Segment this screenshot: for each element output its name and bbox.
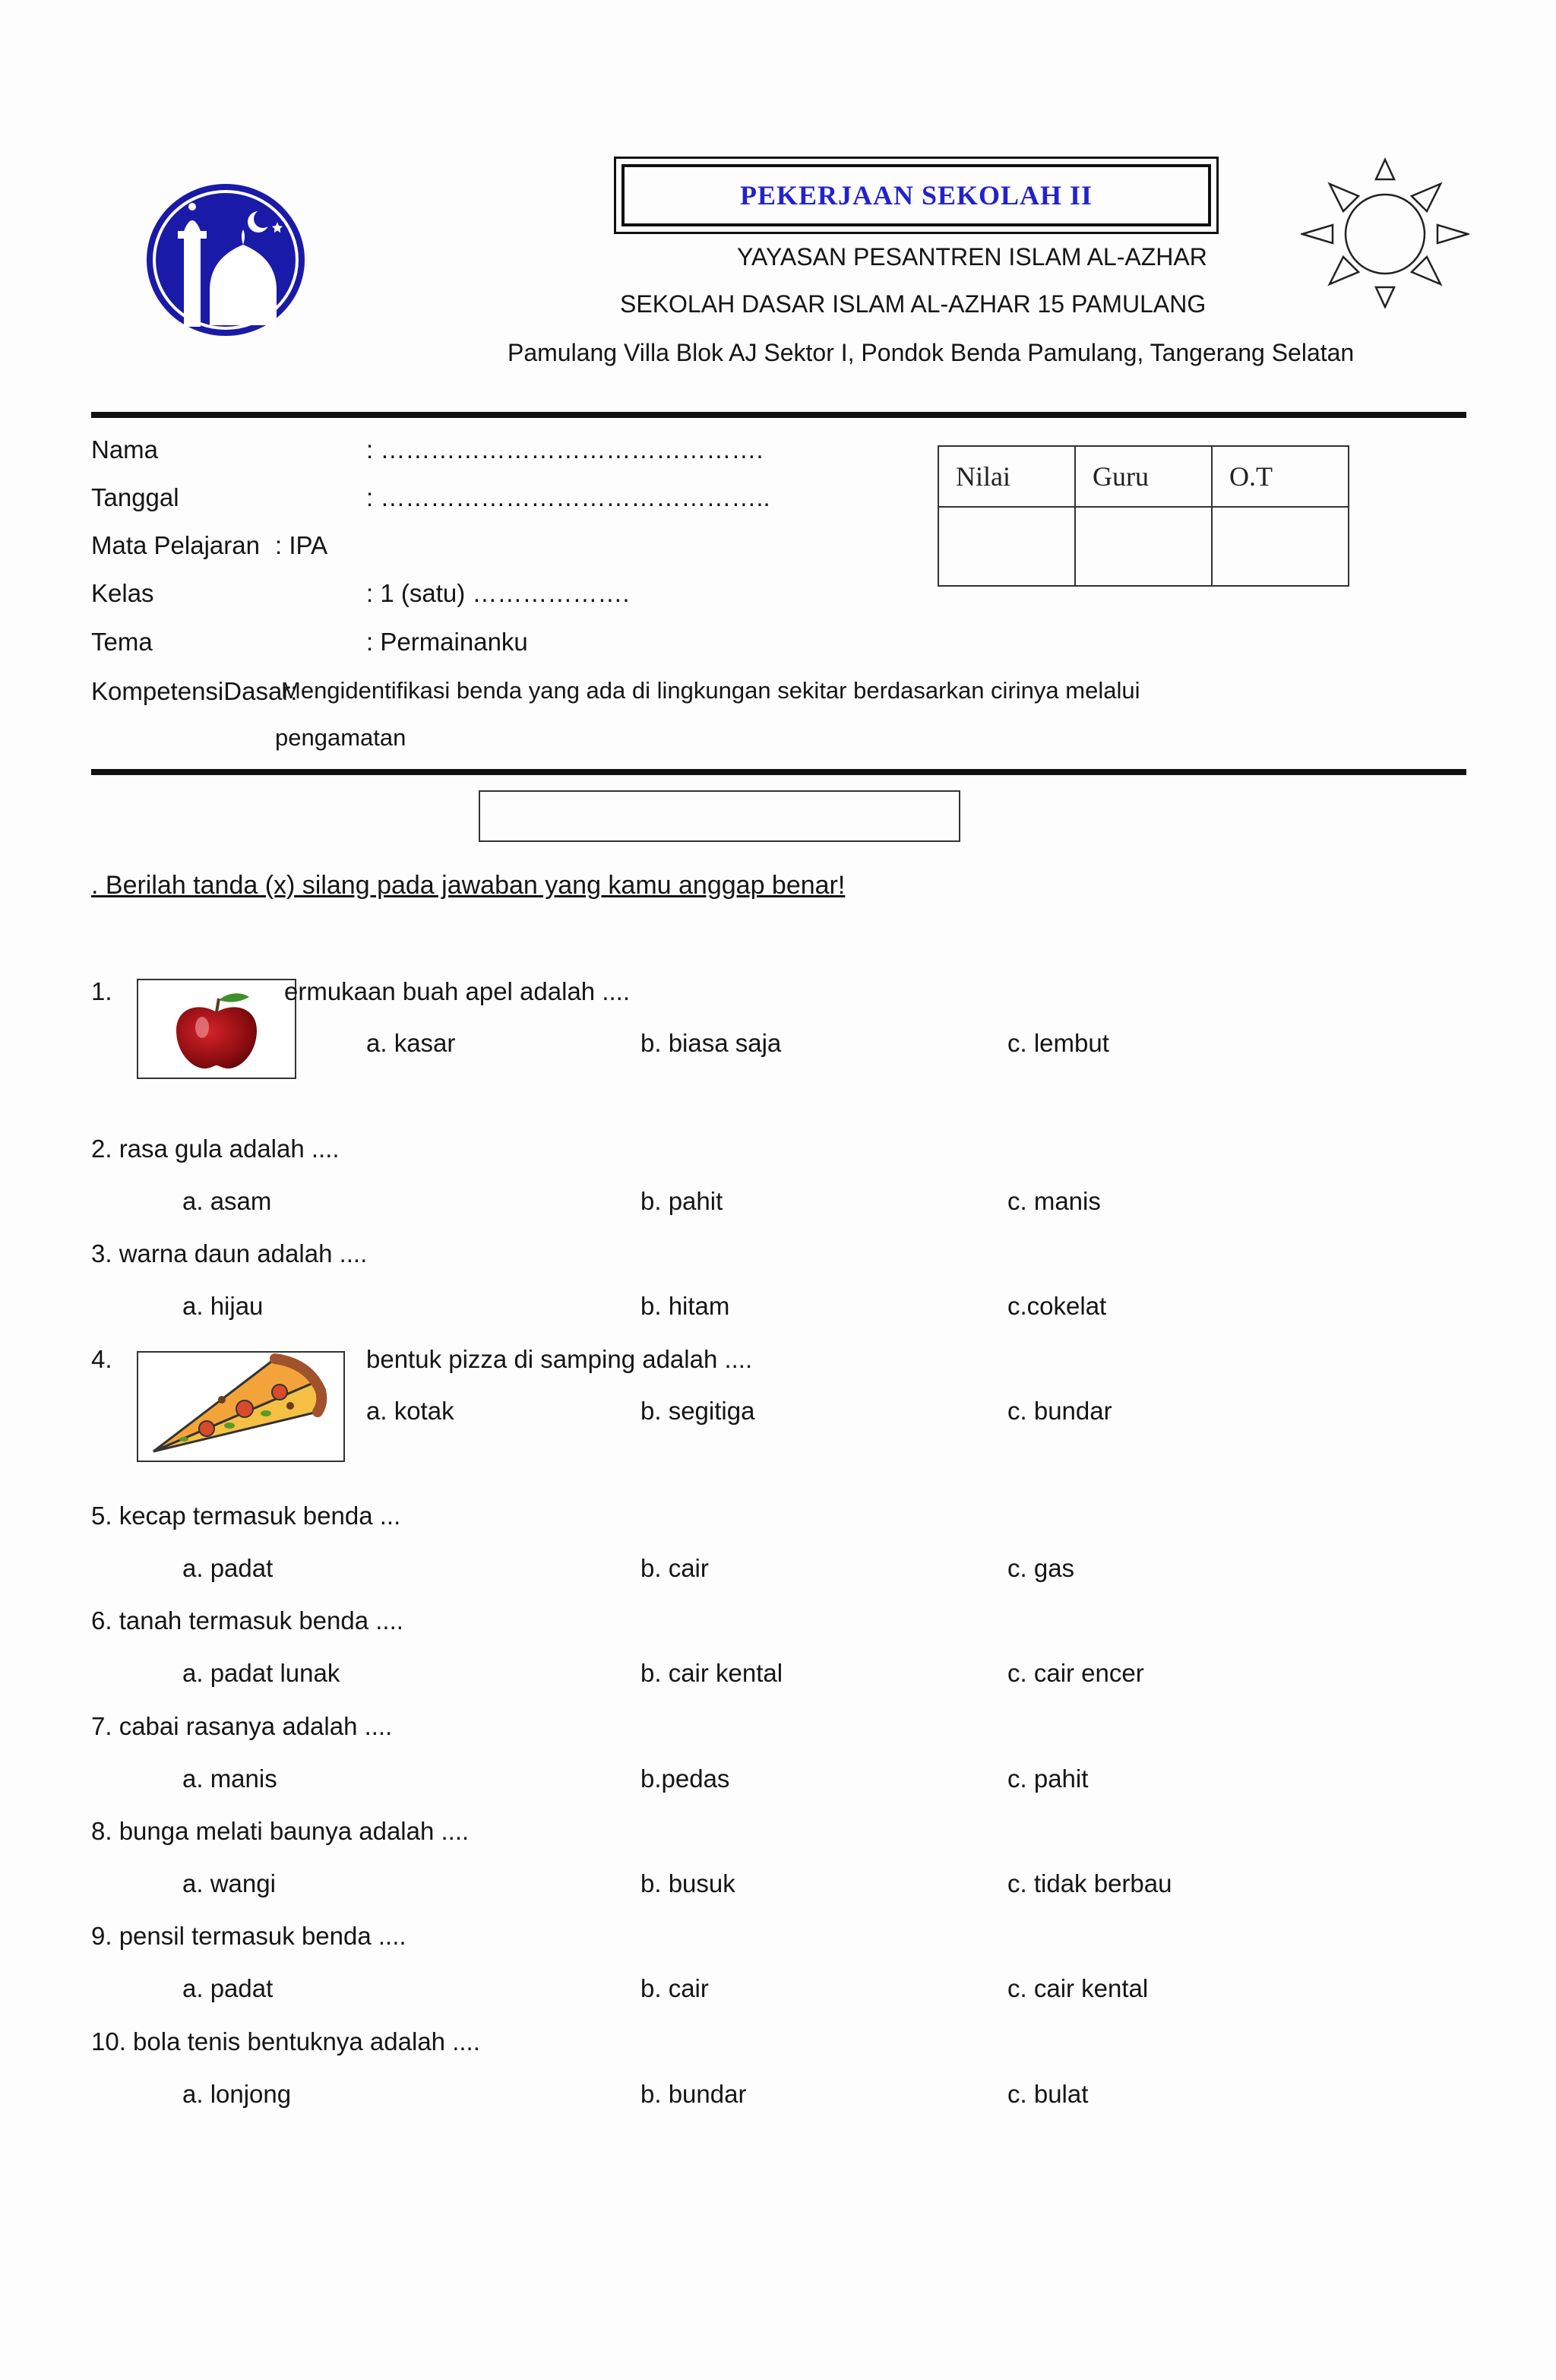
q8-option-b[interactable]: b. busuk [640,1869,735,1897]
q6-text: 6. tanah termasuk benda .... [91,1606,403,1635]
school-name: SEKOLAH DASAR ISLAM AL-AZHAR 15 PAMULANG [620,290,1207,318]
school-address: Pamulang Villa Blok AJ Sektor I, Pondok Benda Pamulang, Tangerang Selatan [508,339,1355,366]
top-divider [91,412,1466,418]
foundation-name: YAYASAN PESANTREN ISLAM AL-AZHAR [737,243,1207,271]
q3-text: 3. warna daun adalah .... [91,1239,368,1268]
q3-option-b[interactable]: b. hitam [640,1292,730,1320]
q7-text: 7. cabai rasanya adalah .... [91,1712,393,1740]
q7-option-b[interactable]: b.pedas [640,1764,730,1793]
sun-icon [1301,157,1469,309]
q8-option-a[interactable]: a. wangi [182,1869,276,1897]
q6-option-c[interactable]: c. cair encer [1007,1659,1144,1687]
q5-option-c[interactable]: c. gas [1007,1554,1075,1582]
q2-text: 2. rasa gula adalah .... [91,1135,340,1163]
q9-option-b[interactable]: b. cair [640,1974,709,2002]
q9-option-a[interactable]: a. padat [182,1974,274,2002]
mapel-label: Mata Pelajaran [91,531,260,559]
q1-text: ermukaan buah apel adalah .... [284,977,630,1005]
q6-option-b[interactable]: b. cair kental [640,1659,783,1687]
grade-header-ot: O.T [1212,446,1349,507]
worksheet-title: PEKERJAAN SEKOLAH II [739,180,1093,210]
grade-table [938,445,1349,587]
pizza-slice-icon [138,1353,343,1461]
grade-cell-guru[interactable] [1075,507,1212,586]
instruction-text: . Berilah tanda (x) silang pada jawaban yang kamu anggap benar! [91,871,846,900]
apple-image-box [137,979,296,1079]
grade-cell-ot[interactable] [1212,507,1349,586]
apple-icon [138,980,295,1078]
q10-option-c[interactable]: c. bulat [1007,2080,1089,2108]
q3-option-c[interactable]: c.cokelat [1007,1292,1107,1320]
q6-option-a[interactable]: a. padat lunak [182,1659,340,1687]
nama-label: Nama [91,435,159,464]
mosque-logo-icon [144,176,307,339]
q1-option-b[interactable]: b. biasa saja [640,1029,782,1057]
q8-option-c[interactable]: c. tidak berbau [1007,1869,1172,1897]
q5-text: 5. kecap termasuk benda ... [91,1502,401,1530]
q4-option-c[interactable]: c. bundar [1007,1397,1112,1425]
q5-option-b[interactable]: b. cair [640,1554,709,1582]
kd-value-line2: pengamatan [275,724,406,751]
tema-label: Tema [91,628,153,656]
kelas-label: Kelas [91,579,154,607]
tanggal-label: Tanggal [91,483,179,511]
q4-option-b[interactable]: b. segitiga [640,1397,755,1425]
q2-option-c[interactable]: c. manis [1007,1187,1101,1215]
q10-option-b[interactable]: b. bundar [640,2080,747,2108]
title-box [621,164,1211,226]
q7-option-a[interactable]: a. manis [182,1764,277,1793]
q1-number: 1. [91,977,112,1005]
sun-decoration [1301,157,1469,309]
grade-cell-nilai[interactable] [938,507,1075,586]
tanggal-value: : ……………………………………….. [366,483,770,511]
grade-header-guru: Guru [1075,446,1212,507]
kd-label: KompetensiDasar: [91,677,298,705]
q4-text: bentuk pizza di samping adalah .... [366,1345,753,1373]
q10-option-a[interactable]: a. lonjong [182,2080,292,2108]
q4-number: 4. [91,1345,112,1373]
q2-option-b[interactable]: b. pahit [640,1187,723,1215]
tema-value: : Permainanku [366,628,528,656]
school-logo [144,176,307,339]
q5-option-a[interactable]: a. padat [182,1554,274,1582]
grade-header-nilai: Nilai [938,446,1075,507]
q1-option-a[interactable]: a. kasar [366,1029,456,1057]
pizza-image-box [137,1351,345,1462]
q4-option-a[interactable]: a. kotak [366,1397,454,1425]
mapel-value: : IPA [275,531,328,559]
blank-answer-box[interactable] [479,790,960,842]
bottom-divider [91,769,1466,775]
q3-option-a[interactable]: a. hijau [182,1292,264,1320]
q2-option-a[interactable]: a. asam [182,1187,272,1215]
kd-value-line1: Mengidentifikasi benda yang ada di lingkungan sekitar berdasarkan cirinya melalui [281,677,1140,704]
q1-option-c[interactable]: c. lembut [1007,1029,1109,1057]
q7-option-c[interactable]: c. pahit [1007,1764,1089,1793]
q9-text: 9. pensil termasuk benda .... [91,1922,406,1950]
nama-value: : ………………………………………. [366,435,764,464]
q10-text: 10. bola tenis bentuknya adalah .... [91,2027,480,2056]
kelas-value: : 1 (satu) ………………. [366,579,630,607]
q9-option-c[interactable]: c. cair kental [1007,1974,1149,2002]
q8-text: 8. bunga melati baunya adalah .... [91,1817,470,1845]
